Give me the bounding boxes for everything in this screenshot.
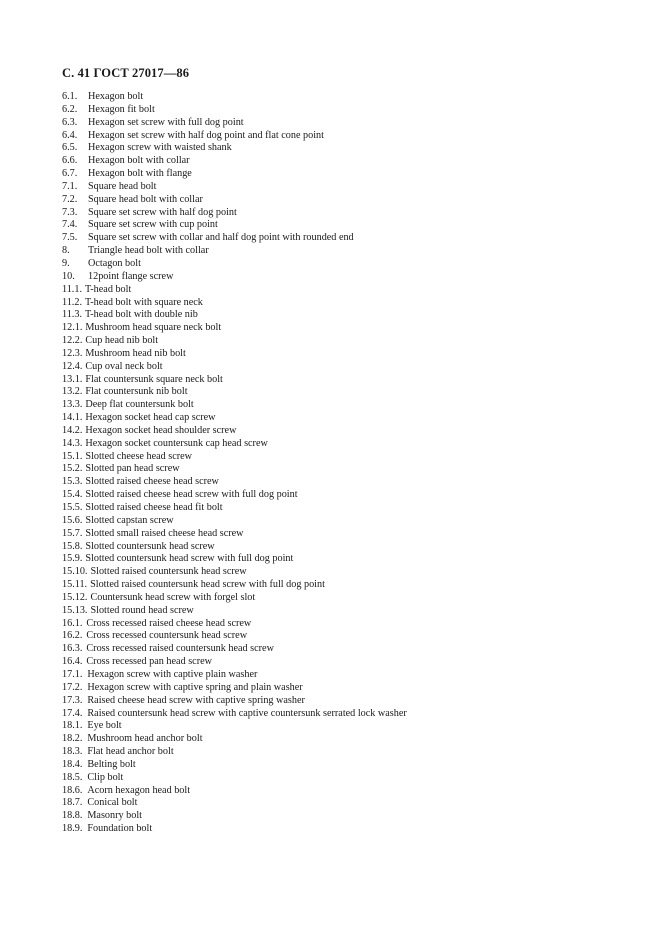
item-text: Square head bolt with collar: [88, 193, 203, 205]
list-item: [62, 348, 407, 361]
item-text: Hexagon socket countersunk cap head screw: [85, 437, 268, 449]
item-text: Slotted raised countersunk head screw with full dog point: [90, 579, 325, 591]
item-text: T-head bolt with square neck: [85, 296, 203, 308]
item-text: Hexagon screw with captive spring and plain washer: [87, 681, 303, 693]
list-item: [62, 104, 407, 117]
item-text: Hexagon bolt with collar: [88, 155, 190, 167]
item-number: 13.2.: [62, 386, 83, 398]
page-header: С. 41 ГОСТ 27017—86: [62, 66, 190, 80]
list-item: [62, 489, 407, 502]
item-number: 17.1.: [62, 668, 83, 680]
list-item: [62, 810, 407, 823]
item-number: 14.1.: [62, 412, 83, 424]
list-item: [62, 386, 407, 399]
item-number: 13.1.: [62, 373, 83, 385]
item-text: Cross recessed raised countersunk head screw: [86, 643, 274, 655]
item-number: 7.1.: [62, 180, 78, 192]
item-number: 15.6.: [62, 514, 83, 526]
list-item: [62, 708, 407, 721]
item-number: 11.1.: [62, 283, 82, 295]
item-number: 12.3.: [62, 347, 83, 359]
item-number: 16.3.: [62, 643, 83, 655]
item-number: 18.6.: [62, 784, 83, 796]
item-number: 14.3.: [62, 437, 83, 449]
list-item: [62, 232, 407, 245]
item-text: Slotted raised cheese head fit bolt: [85, 502, 223, 513]
list-item: [62, 361, 407, 374]
list-item: [62, 823, 407, 836]
item-number: 18.3.: [62, 746, 83, 758]
list-item: [62, 425, 407, 438]
item-text: Flat head anchor bolt: [87, 746, 174, 758]
item-number: 17.4.: [62, 707, 83, 719]
item-text: Hexagon set screw with full dog point: [88, 116, 244, 128]
list-item: [62, 297, 407, 310]
item-text: Hexagon socket head shoulder screw: [85, 424, 237, 436]
item-number: 6.5.: [62, 142, 78, 154]
item-text: Deep flat countersunk bolt: [85, 399, 194, 411]
item-number: 15.10.: [62, 566, 88, 578]
item-text: Square set screw with collar and half dog point with rounded end: [88, 232, 354, 244]
term-list: [62, 91, 407, 836]
item-number: 12.1.: [62, 322, 83, 334]
item-text: Belting bolt: [87, 758, 136, 770]
item-number: 15.3.: [62, 476, 83, 488]
list-item: [62, 476, 407, 489]
item-text: Mushroom head square neck bolt: [85, 322, 222, 334]
list-item: [62, 412, 407, 425]
item-number: 15.8.: [62, 540, 83, 552]
list-item: [62, 528, 407, 541]
list-item: [62, 515, 407, 528]
item-text: Cup head nib bolt: [85, 335, 159, 347]
item-number: 15.13.: [62, 604, 88, 616]
list-item: [62, 541, 407, 554]
list-item: [62, 656, 407, 669]
item-text: Clip bolt: [87, 771, 124, 783]
item-number: 7.5.: [62, 232, 78, 244]
item-number: 18.4.: [62, 758, 83, 770]
item-text: Triangle head bolt with collar: [88, 245, 209, 257]
list-item: [62, 797, 407, 810]
item-number: 11.3.: [62, 309, 82, 321]
item-number: 15.5.: [62, 502, 83, 513]
item-text: Hexagon bolt: [88, 91, 144, 102]
list-item: [62, 618, 407, 631]
list-item: [62, 155, 407, 168]
item-number: 6.2.: [62, 103, 78, 115]
item-number: 18.2.: [62, 733, 83, 745]
item-number: 6.3.: [62, 116, 78, 128]
item-text: Cross recessed raised cheese head screw: [86, 617, 252, 629]
list-item: [62, 194, 407, 207]
item-text: Flat countersunk nib bolt: [85, 386, 188, 398]
list-item: [62, 374, 407, 387]
list-item: [62, 207, 407, 220]
item-number: 15.7.: [62, 527, 83, 539]
list-item: [62, 592, 407, 605]
list-item: [62, 463, 407, 476]
list-item: [62, 91, 407, 104]
item-number: 18.8.: [62, 810, 83, 822]
item-number: 18.9.: [62, 823, 83, 835]
item-text: Slotted round head screw: [90, 604, 194, 616]
item-text: Slotted small raised cheese head screw: [85, 527, 244, 539]
item-text: Cross recessed countersunk head screw: [86, 630, 248, 642]
item-number: 14.2.: [62, 424, 83, 436]
list-item: [62, 168, 407, 181]
list-item: [62, 553, 407, 566]
item-number: 9.: [62, 257, 70, 269]
item-number: 16.2.: [62, 630, 83, 642]
item-text: Octagon bolt: [88, 257, 141, 269]
list-item: [62, 284, 407, 297]
item-text: Hexagon socket head cap screw: [85, 412, 216, 424]
item-number: 10.: [62, 270, 75, 282]
list-item: [62, 219, 407, 232]
item-text: Slotted raised countersunk head screw: [90, 566, 247, 578]
item-text: Masonry bolt: [87, 810, 142, 822]
list-item: [62, 579, 407, 592]
item-text: Mushroom head anchor bolt: [87, 733, 203, 745]
item-text: 12point flange screw: [88, 270, 174, 282]
list-item: [62, 438, 407, 451]
item-number: 6.6.: [62, 155, 78, 167]
item-number: 16.4.: [62, 656, 83, 668]
item-text: Slotted countersunk head screw: [85, 540, 215, 552]
list-item: [62, 322, 407, 335]
item-number: 6.4.: [62, 129, 78, 141]
item-number: 7.3.: [62, 206, 78, 218]
item-number: 12.4.: [62, 360, 83, 372]
item-number: 8.: [62, 245, 70, 257]
item-text: Mushroom head nib bolt: [85, 347, 186, 359]
item-text: Raised countersunk head screw with captive countersunk serrated lock washer: [87, 707, 407, 719]
item-text: Slotted countersunk head screw with full dog point: [85, 553, 294, 565]
item-number: 6.1.: [62, 91, 78, 102]
item-text: T-head bolt with double nib: [85, 309, 198, 321]
item-text: Foundation bolt: [87, 823, 153, 835]
item-text: Cup oval neck bolt: [85, 360, 163, 372]
list-item: [62, 181, 407, 194]
list-item: [62, 258, 407, 271]
item-text: Conical bolt: [87, 797, 138, 809]
item-text: Raised cheese head screw with captive spring washer: [87, 694, 305, 706]
list-item: [62, 630, 407, 643]
item-number: 18.7.: [62, 797, 83, 809]
item-number: 15.4.: [62, 489, 83, 501]
item-text: Square set screw with cup point: [88, 219, 218, 231]
list-item: [62, 759, 407, 772]
list-item: [62, 733, 407, 746]
item-number: 13.3.: [62, 399, 83, 411]
item-number: 15.9.: [62, 553, 83, 565]
item-text: Square head bolt: [88, 180, 157, 192]
item-text: Slotted cheese head screw: [85, 450, 193, 462]
item-text: Hexagon bolt with flange: [88, 168, 192, 180]
list-item: [62, 695, 407, 708]
item-number: 17.2.: [62, 681, 83, 693]
list-item: [62, 682, 407, 695]
item-text: Flat countersunk square neck bolt: [85, 373, 223, 385]
list-item: [62, 309, 407, 322]
list-item: [62, 130, 407, 143]
item-number: 15.2.: [62, 463, 83, 475]
item-text: Slotted raised cheese head screw with full dog point: [85, 489, 298, 501]
item-number: 7.4.: [62, 219, 78, 231]
item-text: Slotted pan head screw: [85, 463, 180, 475]
item-text: Eye bolt: [87, 720, 122, 732]
list-item: [62, 785, 407, 798]
list-item: [62, 566, 407, 579]
list-item: [62, 451, 407, 464]
list-item: [62, 720, 407, 733]
list-item: [62, 643, 407, 656]
item-text: Slotted raised cheese head screw: [85, 476, 219, 488]
item-number: 15.11.: [62, 579, 88, 591]
item-text: Hexagon fit bolt: [88, 103, 155, 115]
item-text: Cross recessed pan head screw: [86, 656, 212, 668]
item-number: 6.7.: [62, 168, 78, 180]
item-text: Hexagon screw with captive plain washer: [87, 668, 258, 680]
list-item: [62, 772, 407, 785]
item-number: 16.1.: [62, 617, 83, 629]
item-text: T-head bolt: [85, 283, 132, 295]
item-text: Hexagon set screw with half dog point and flat cone point: [88, 129, 324, 141]
list-item: [62, 271, 407, 284]
item-text: Square set screw with half dog point: [88, 206, 237, 218]
list-item: [62, 117, 407, 130]
list-item: [62, 669, 407, 682]
item-text: Acorn hexagon head bolt: [87, 784, 191, 796]
list-item: [62, 335, 407, 348]
item-number: 11.2.: [62, 296, 82, 308]
item-number: 17.3.: [62, 694, 83, 706]
item-text: Hexagon screw with waisted shank: [88, 142, 232, 154]
list-item: [62, 605, 407, 618]
item-number: 15.1.: [62, 450, 83, 462]
list-item: [62, 245, 407, 258]
item-number: 15.12.: [62, 591, 88, 603]
list-item: [62, 142, 407, 155]
item-number: 18.1.: [62, 720, 83, 732]
list-item: [62, 399, 407, 412]
item-text: Countersunk head screw with forgel slot: [90, 591, 256, 603]
list-item: [62, 746, 407, 759]
item-text: Slotted capstan screw: [85, 514, 174, 526]
item-number: 12.2.: [62, 335, 83, 347]
item-number: 7.2.: [62, 193, 78, 205]
item-number: 18.5.: [62, 771, 83, 783]
list-item: [62, 502, 407, 515]
